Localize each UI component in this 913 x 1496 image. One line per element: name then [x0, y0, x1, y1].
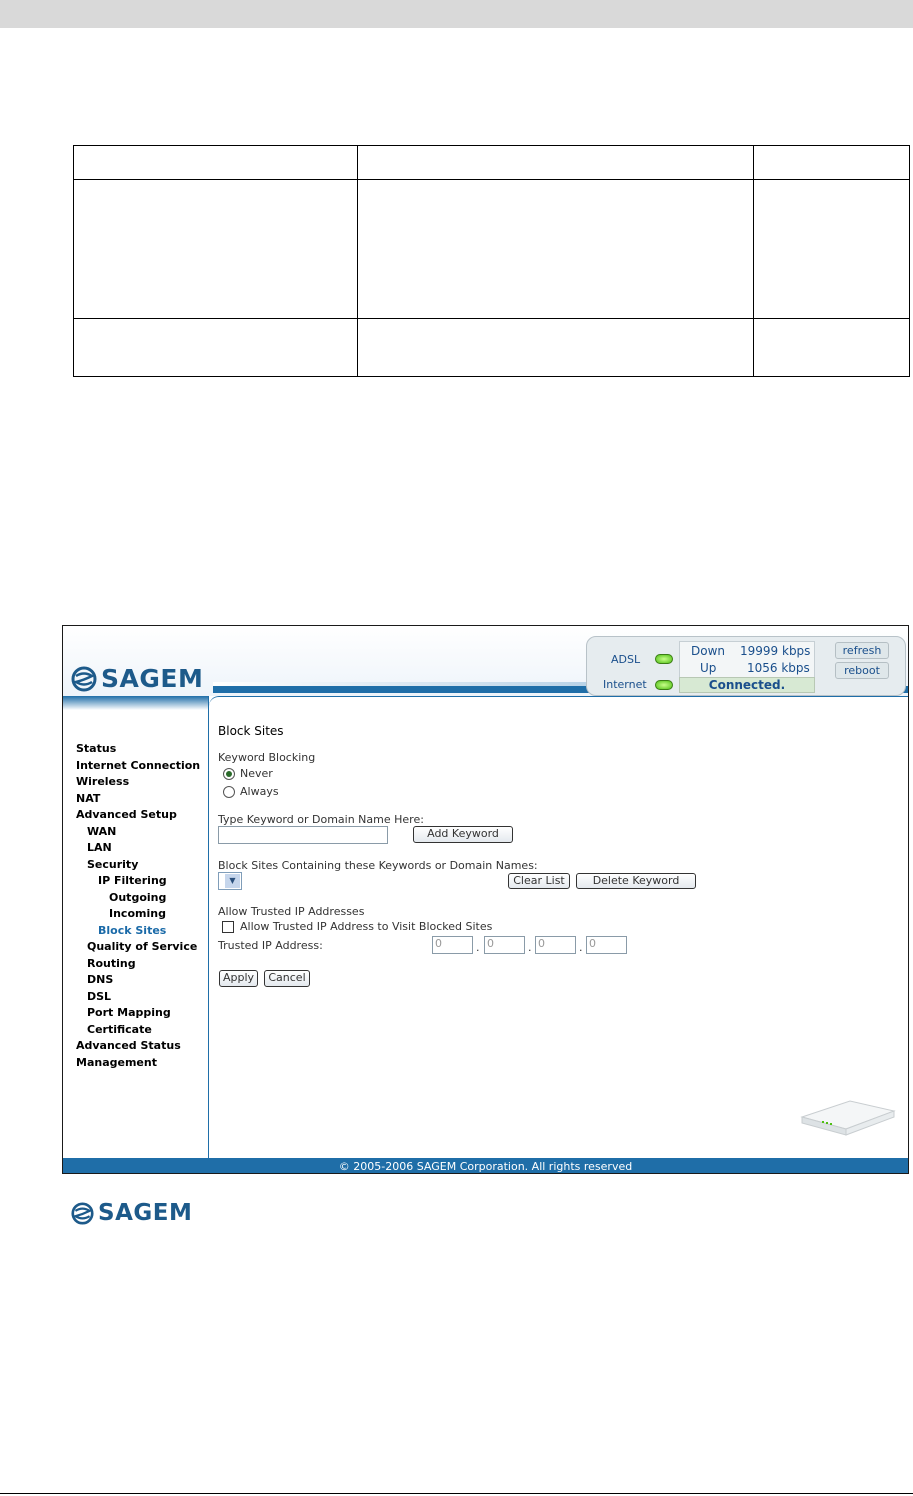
logo-text: SAGEM [98, 1200, 193, 1226]
sagem-swirl-icon [71, 666, 97, 692]
ip-separator: . [579, 941, 583, 954]
sidebar-nav [76, 741, 200, 1071]
page-header-band [0, 0, 913, 28]
ip-octet-1[interactable]: 0 [432, 936, 473, 954]
connection-status: Connected. [679, 677, 815, 693]
sidebar-item-incoming[interactable]: Incoming [109, 907, 166, 920]
sidebar-item-wan[interactable]: WAN [87, 824, 117, 838]
sidebar-item-outgoing[interactable]: Outgoing [109, 890, 167, 904]
trusted-section-label: Allow Trusted IP Addresses [218, 905, 365, 918]
sidebar-item-port-mapping[interactable]: Port Mapping [87, 1006, 171, 1019]
down-label: Down [691, 644, 726, 658]
always-label: Always [240, 785, 279, 798]
sidebar [63, 696, 209, 1226]
table-row [74, 319, 910, 377]
sagem-logo-bottom [71, 1200, 192, 1226]
sidebar-item-advanced-setup[interactable]: Advanced Setup [76, 808, 177, 821]
sidebar-item-certificate[interactable]: Certificate [87, 1022, 152, 1036]
sidebar-item-routing[interactable]: Routing [87, 956, 136, 970]
trusted-checkbox[interactable] [222, 921, 234, 933]
cancel-button[interactable]: Cancel [264, 970, 310, 987]
table-cell [74, 146, 358, 180]
block-list-label: Block Sites Containing these Keywords or Domain Names: [218, 859, 538, 872]
table-cell [754, 180, 910, 319]
sagem-swirl-icon [71, 1202, 94, 1225]
ip-octet-2[interactable]: 0 [484, 936, 525, 954]
table-cell [358, 319, 754, 377]
apply-button[interactable]: Apply [219, 970, 258, 987]
keyword-list-select[interactable] [218, 872, 242, 890]
page-bottom-rule [0, 1493, 913, 1494]
always-radio[interactable] [223, 786, 235, 798]
internet-label: Internet [603, 678, 647, 691]
table-cell [754, 319, 910, 377]
add-keyword-button[interactable]: Add Keyword [413, 826, 513, 843]
ip-octet-4[interactable]: 0 [586, 936, 627, 954]
ip-separator: . [476, 941, 480, 954]
never-radio[interactable] [223, 768, 235, 780]
sagem-logo [71, 664, 203, 693]
router-screenshot [62, 625, 909, 1226]
sidebar-item-internet-connection[interactable]: Internet Connection [76, 758, 201, 772]
trusted-checkbox-label: Allow Trusted IP Address to Visit Blocked Sites [240, 920, 493, 933]
adsl-led-icon [655, 654, 673, 664]
reboot-button[interactable]: reboot [835, 662, 889, 679]
refresh-button[interactable]: refresh [835, 642, 889, 659]
keyword-input[interactable] [218, 826, 388, 844]
internet-led-icon [655, 680, 673, 690]
router-header [63, 626, 908, 696]
sidebar-item-dsl[interactable]: DSL [87, 989, 112, 1003]
sidebar-item-status[interactable]: Status [76, 742, 117, 755]
up-rate: 1056 kbps [747, 661, 810, 675]
keyword-blocking-label: Keyword Blocking [218, 751, 316, 764]
sidebar-item-management[interactable]: Management [76, 1055, 157, 1069]
sidebar-item-ip-filtering[interactable]: IP Filtering [98, 874, 167, 887]
footer-copyright: © 2005-2006 SAGEM Corporation. All rights reserved [63, 1158, 908, 1173]
trusted-ip-label: Trusted IP Address: [218, 939, 323, 952]
table-cell [74, 319, 358, 377]
chevron-down-icon: ▼ [225, 874, 240, 888]
main-content [209, 696, 908, 1159]
logo-text: SAGEM [101, 664, 204, 693]
sidebar-item-nat[interactable]: NAT [76, 791, 101, 805]
keyword-input-label: Type Keyword or Domain Name Here: [218, 813, 424, 826]
page-title: Block Sites [218, 724, 284, 738]
sidebar-item-advanced-status[interactable]: Advanced Status [76, 1039, 181, 1052]
sidebar-item-dns[interactable]: DNS [87, 973, 114, 986]
table-row [74, 146, 910, 180]
ip-separator: . [528, 941, 532, 954]
ip-octet-3[interactable]: 0 [535, 936, 576, 954]
sidebar-item-block-sites[interactable]: Block Sites [98, 923, 167, 937]
sidebar-item-security[interactable]: Security [87, 857, 139, 871]
up-label: Up [700, 661, 717, 675]
table-cell [754, 146, 910, 180]
table-row [74, 180, 910, 319]
never-label: Never [240, 767, 273, 780]
router-device-icon [798, 1087, 898, 1137]
rate-display [679, 641, 815, 681]
sidebar-item-wireless[interactable]: Wireless [76, 775, 130, 788]
adsl-label: ADSL [611, 653, 641, 666]
connection-status-panel [586, 636, 906, 696]
sidebar-top-band [63, 696, 208, 710]
table-cell [358, 146, 754, 180]
table-cell [74, 180, 358, 319]
delete-keyword-button[interactable]: Delete Keyword [576, 873, 696, 889]
sidebar-item-quality-of-service[interactable]: Quality of Service [87, 940, 198, 953]
clear-list-button[interactable]: Clear List [508, 873, 570, 889]
table-cell [358, 180, 754, 319]
document-table [73, 145, 910, 377]
down-rate: 19999 kbps [740, 644, 811, 658]
sidebar-item-lan[interactable]: LAN [87, 841, 112, 854]
